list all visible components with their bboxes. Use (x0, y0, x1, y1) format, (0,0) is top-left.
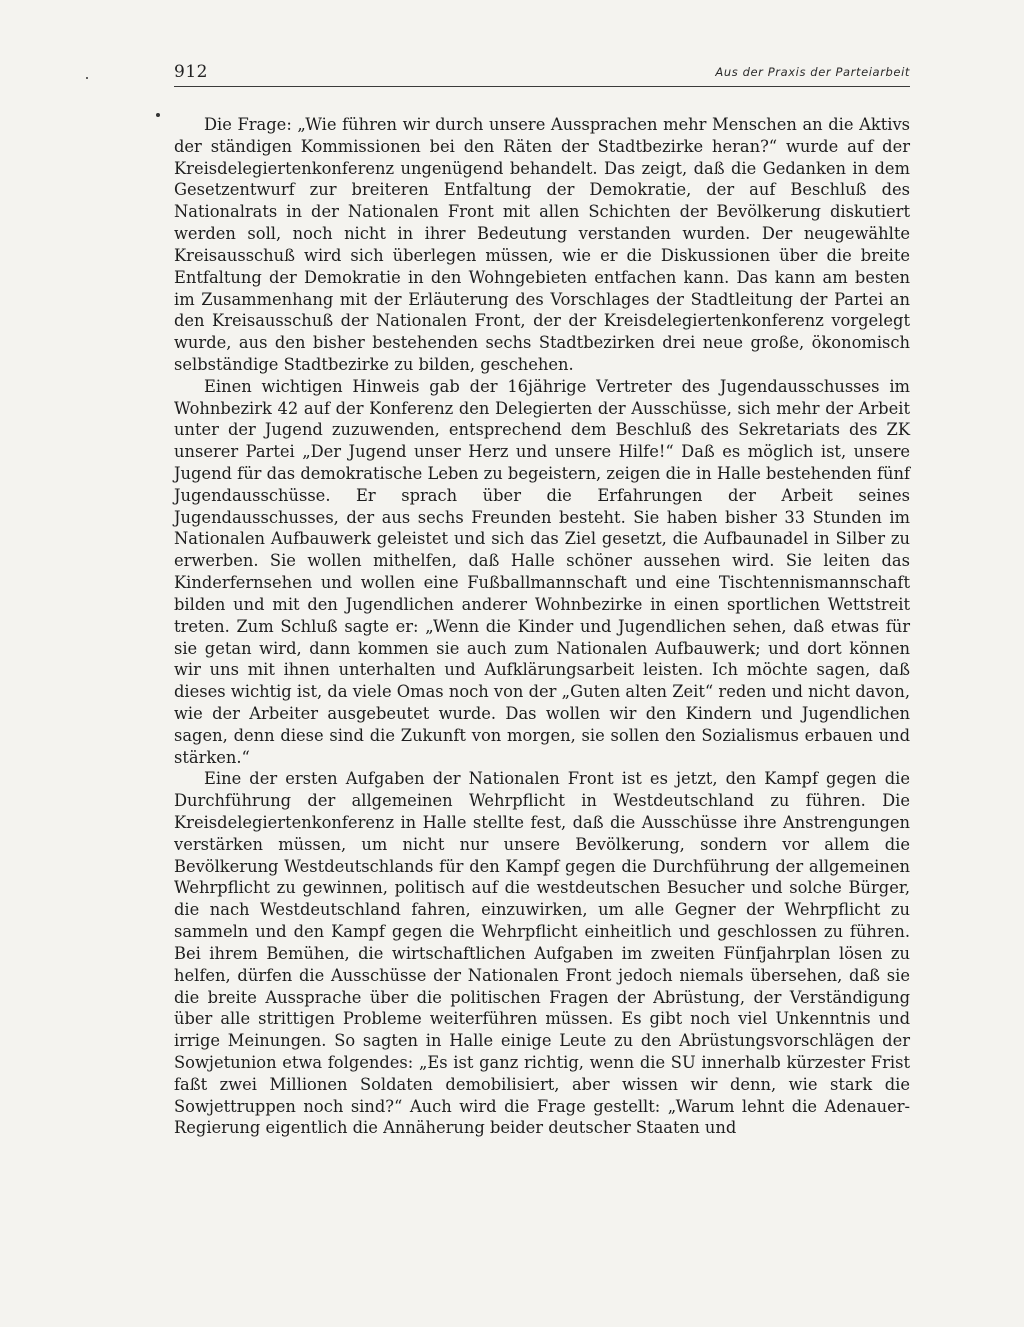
paragraph-wehrpflicht: Eine der ersten Aufgaben der Nationalen Front ist es jetzt, den Kampf gegen die Durchführung der allgemeinen Wehrpflicht in Westdeutschland zu führen. Die Kreisdelegiertenkonferenz in Halle stellte fest, daß die Ausschüsse ihre Anstrengungen verstärken müssen, um nicht nur unsere Bevölkerung, sondern vor allem die Bevölkerung Westdeutschlands für den Kampf gegen die Durchführung der allgemeinen Wehrpflicht zu gewinnen, politisch auf die westdeutschen Besucher und solche Bürger, die nach Westdeutschland fahren, einzuwirken, um alle Gegner der Wehrpflicht zu sammeln und den Kampf gegen die Wehrpflicht einheitlich und geschlossen zu führen. Bei ihrem Bemühen, die wirtschaftlichen Aufgaben im zweiten Fünfjahrplan lösen zu helfen, dürfen die Ausschüsse der Nationalen Front jedoch niemals übersehen, daß sie die breite Aussprache über die politischen Fragen der Abrüstung, der Verständigung über alle strittigen Probleme weiterführen müssen. Es gibt noch viel Unkenntnis und irrige Meinungen. So sagten in Halle einige Leute zu den Abrüstungsvorschlägen der Sowjetunion etwa folgendes: „Es ist ganz richtig, wenn die SU innerhalb kürzester Frist faßt zwei Millionen Soldaten demobilisiert, aber wissen wir denn, wie stark die Sowjettruppen noch sind?“ Auch wird die Frage gestellt: „Warum lehnt die Adenauer-Regierung eigentlich die Annäherung beider deutscher Staaten und (174, 769, 910, 1138)
page-header (174, 62, 910, 88)
paragraph-jugendausschuss: Einen wichtigen Hinweis gab der 16jährige Vertreter des Jugendausschusses im Wohnbezirk 42 auf der Konferenz den Delegierten der Ausschüsse, sich mehr der Arbeit unter der Jugend zuzuwenden, entsprechend dem Beschluß des Sekretariats des ZK unserer Partei „Der Jugend unser Herz und unsere Hilfe!“ Daß es möglich ist, unsere Jugend für das demokratische Leben zu begeistern, zeigen die in Halle bestehenden fünf Jugendausschüsse. Er sprach über die Erfahrungen der Arbeit seines Jugendausschusses, der aus sechs Freunden besteht. Sie haben bisher 33 Stunden im Nationalen Aufbauwerk geleistet und sich das Ziel gesetzt, die Aufbaunadel in Silber zu erwerben. Sie wollen mithelfen, daß Halle schöner aussehen wird. Sie leiten das Kinderfernsehen und wollen eine Fußballmannschaft und eine Tischtennismannschaft bilden und mit den Jugendlichen anderer Wohnbezirke in einen sportlichen Wettstreit treten. Zum Schluß sagte er: „Wenn die Kinder und Jugendlichen sehen, daß etwas für sie getan wird, dann kommen sie auch zum Nationalen Aufbauwerk; und dort können wir uns mit ihnen unterhalten und Aufklärungsarbeit leisten. Ich möchte sagen, daß dieses wichtig ist, da viele Omas noch von der „Guten alten Zeit“ reden und nicht davon, wie der Arbeiter ausgebeutet wurde. Das wollen wir den Kindern und Jugendlichen sagen, denn diese sind die Zukunft von morgen, sie sollen den Sozialismus erbauen und stärken.“ (174, 376, 910, 767)
page-number: 912 (174, 62, 208, 82)
body-text (174, 114, 910, 1139)
paragraph-kommissionen: Die Frage: „Wie führen wir durch unsere Aussprachen mehr Menschen an die Aktivs der ständigen Kommissionen bei den Räten der Stadtbezirke heran?“ wurde auf der Kreisdelegiertenkonferenz ungenügend behandelt. Das zeigt, daß die Gedanken in dem Gesetzentwurf zur breiteren Entfaltung der Demokratie, der auf Beschluß des Nationalrats in der Nationalen Front mit allen Schichten der Bevölkerung diskutiert werden soll, noch nicht in ihrer Bedeutung verstanden wurden. Der neugewählte Kreisausschuß wird sich überlegen müssen, wie er die Diskussionen über die breite Entfaltung der Demokratie in den Wohngebieten entfachen kann. Das kann am besten im Zusammenhang mit der Erläuterung des Vorschlages der Stadtleitung der Partei an den Kreisausschuß der Nationalen Front, der der Kreisdelegiertenkonferenz vorgelegt wurde, aus den bisher bestehenden sechs Stadtbezirken drei neue große, ökonomisch selbständige Stadtbezirke zu bilden, geschehen. (174, 115, 910, 374)
header-rule (174, 86, 910, 87)
running-title: Aus der Praxis der Parteiarbeit (715, 65, 910, 79)
margin-speck (86, 77, 88, 79)
margin-speck (156, 113, 160, 117)
